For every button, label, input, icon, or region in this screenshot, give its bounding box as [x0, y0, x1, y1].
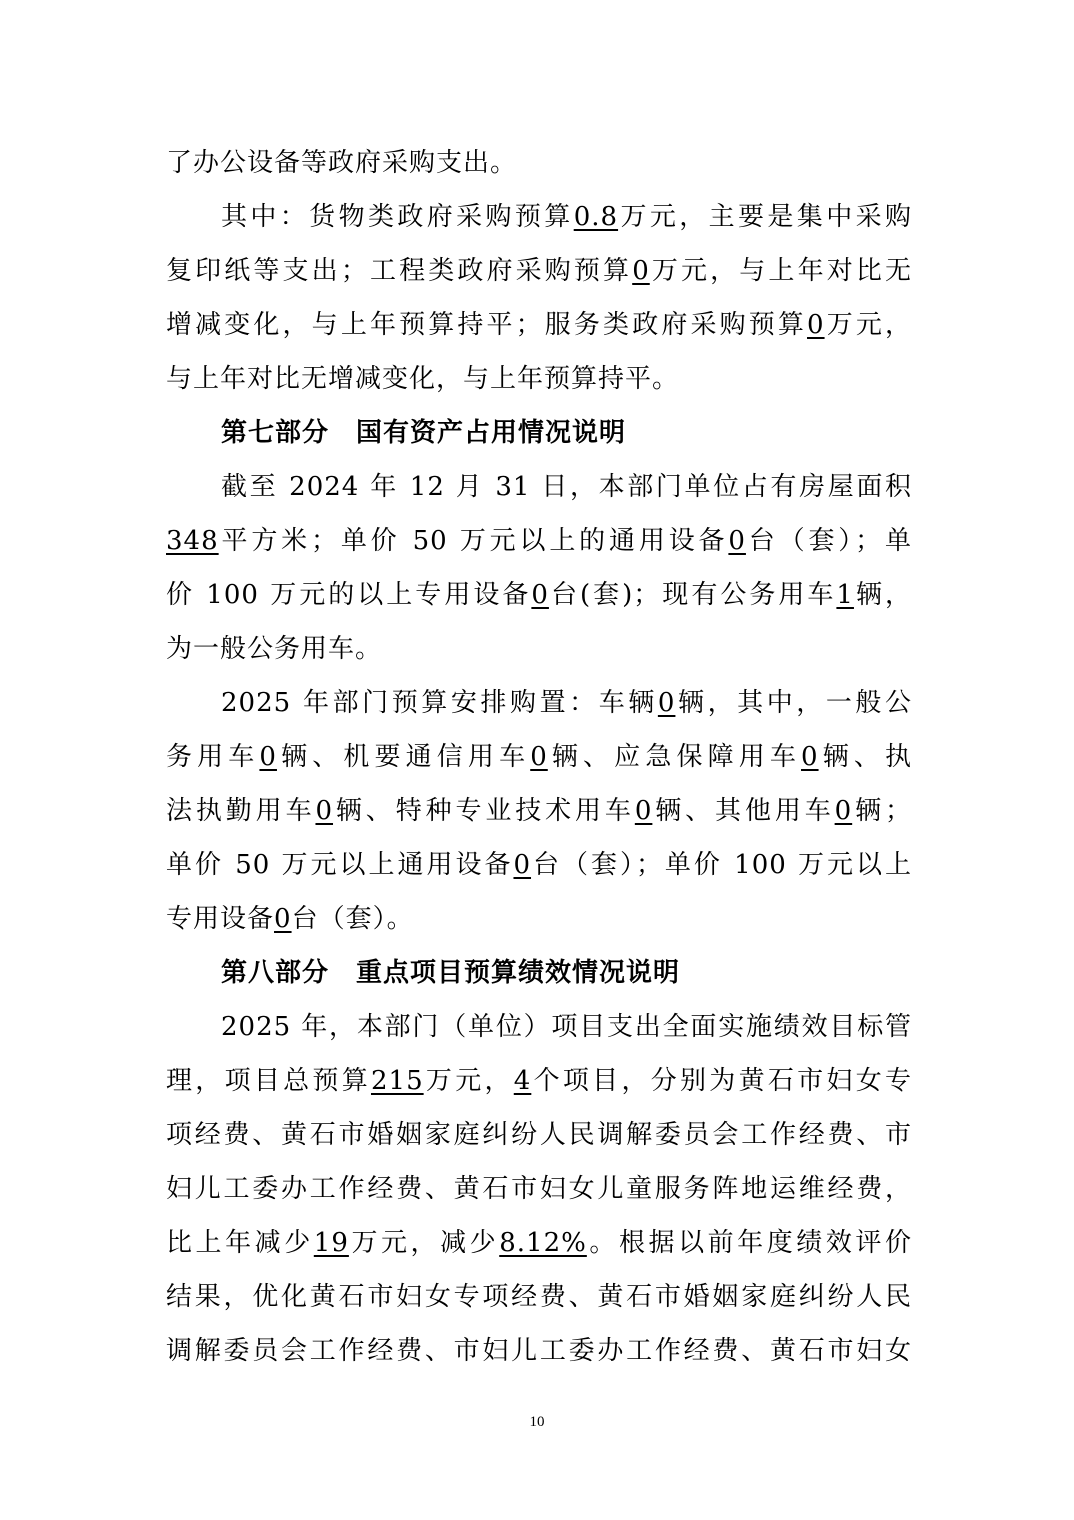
- new-general-equipment-value: 0: [513, 850, 532, 880]
- goods-budget-value: 0.8: [573, 202, 619, 232]
- paragraph-line: 价 100 万元的以上专用设备0台(套)；现有公务用车1辆，: [166, 580, 912, 610]
- decrease-percent-value: 8.12%: [499, 1228, 587, 1258]
- paragraph-line: 结果，优化黄石市妇女专项经费、黄石市婚姻家庭纠纷人民: [166, 1282, 912, 1312]
- emergency-cars-value: 0: [801, 742, 819, 772]
- section-heading-8: 第八部分 重点项目预算绩效情况说明: [221, 958, 681, 988]
- paragraph-line: 比上年减少19万元，减少8.12%。根据以前年度绩效评价: [166, 1228, 912, 1258]
- law-cars-value: 0: [315, 796, 334, 826]
- general-equipment-value: 0: [728, 526, 746, 556]
- paragraph-line: 与上年对比无增减变化，与上年预算持平。: [166, 364, 680, 394]
- decrease-amount-value: 19: [313, 1228, 349, 1258]
- paragraph-line: 专用设备0台（套）。: [166, 904, 414, 934]
- official-cars-value: 1: [836, 580, 854, 610]
- project-count-value: 4: [513, 1066, 532, 1096]
- paragraph-line: 复印纸等支出；工程类政府采购预算0万元，与上年对比无: [166, 256, 912, 286]
- general-cars-value: 0: [259, 742, 277, 772]
- paragraph-line: 理，项目总预算215万元，4个项目，分别为黄石市妇女专: [166, 1066, 912, 1096]
- house-area-value: 348: [166, 526, 219, 556]
- comm-cars-value: 0: [530, 742, 548, 772]
- paragraph-line: 348平方米；单价 50 万元以上的通用设备0台（套）；单: [166, 526, 912, 556]
- service-budget-value: 0: [807, 310, 825, 340]
- paragraph-line: 截至 2024 年 12 月 31 日，本部门单位占有房屋面积: [221, 472, 912, 502]
- new-special-equipment-value: 0: [274, 904, 292, 934]
- paragraph-line: 单价 50 万元以上通用设备0台（套）；单价 100 万元以上: [166, 850, 913, 880]
- paragraph-line: 项经费、黄石市婚姻家庭纠纷人民调解委员会工作经费、市: [166, 1120, 912, 1150]
- paragraph-line: 调解委员会工作经费、市妇儿工委办工作经费、黄石市妇女: [166, 1336, 912, 1366]
- paragraph-line: 为一般公务用车。: [166, 634, 383, 664]
- page-number: 10: [529, 1414, 545, 1430]
- paragraph-line: 法执勤用车0辆、特种专业技术用车0辆、其他用车0辆；: [166, 796, 912, 826]
- total-budget-value: 215: [370, 1066, 424, 1096]
- paragraph-line: 增减变化，与上年预算持平；服务类政府采购预算0万元，: [166, 310, 912, 340]
- paragraph-line: 2025 年，本部门（单位）项目支出全面实施绩效目标管: [221, 1012, 912, 1042]
- vehicles-value: 0: [657, 688, 676, 718]
- paragraph-line: 务用车0辆、机要通信用车0辆、应急保障用车0辆、执: [166, 742, 912, 772]
- special-cars-value: 0: [634, 796, 653, 826]
- paragraph-line: 了办公设备等政府采购支出。: [166, 148, 518, 178]
- paragraph-line: 2025 年部门预算安排购置：车辆0辆，其中，一般公: [221, 688, 912, 718]
- document-body: [166, 136, 912, 1378]
- engineering-budget-value: 0: [632, 256, 650, 286]
- special-equipment-value: 0: [531, 580, 549, 610]
- paragraph-line: 妇儿工委办工作经费、黄石市妇女儿童服务阵地运维经费，: [166, 1174, 912, 1204]
- paragraph-line: 其中：货物类政府采购预算0.8万元，主要是集中采购: [221, 202, 912, 232]
- section-heading-7: 第七部分 国有资产占用情况说明: [221, 418, 627, 448]
- other-cars-value: 0: [834, 796, 853, 826]
